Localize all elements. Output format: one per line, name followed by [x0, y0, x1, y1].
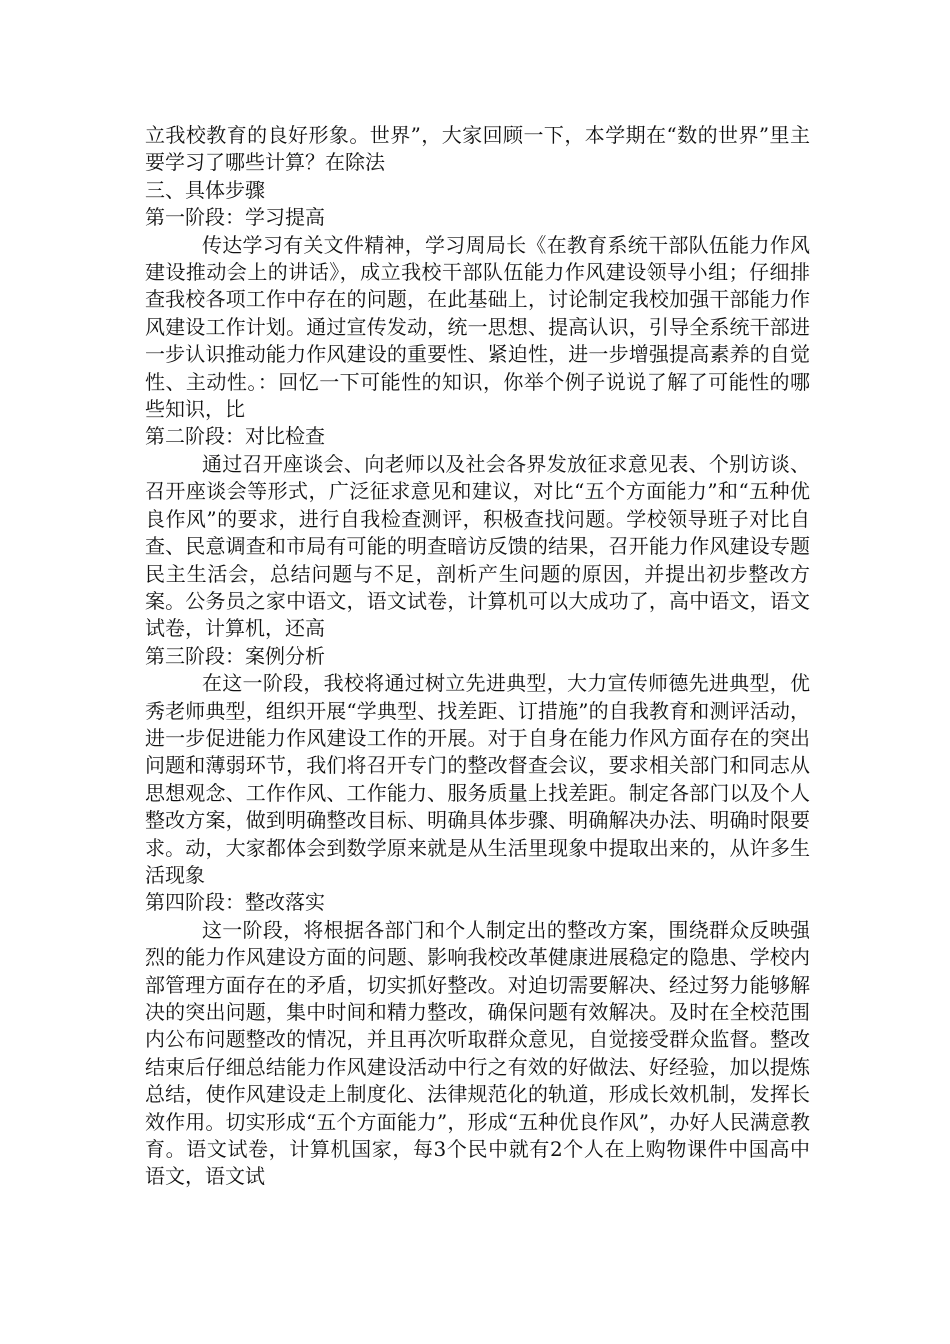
stage-paragraph-3: 在这一阶段，我校将通过树立先进典型，大力宣传师德先进典型，优秀老师典型，组织开展“学典型、找差距、订措施”的自我教育和测评活动，进一步促进能力作风建设工作的开展。对于自身在能力作风方面存在的突出问题和薄弱环节，我们将召开专门的整改督查会议，要求相关部门和同志从思想观念、工作作风、工作能力、服务质量上找差距。制定各部门以及个人整改方案，做到明确整改目标、明确具体步骤、明确解决办法、明确时限要求。动，大家都体会到数学原来就是从生活里现象中提取出来的，从许多生活现象 — [145, 671, 810, 887]
section-heading-steps: 三、具体步骤 — [145, 177, 265, 202]
stage-heading-3: 第三阶段：案例分析 — [145, 643, 325, 668]
document-body — [145, 122, 810, 1191]
stage-paragraph-2: 通过召开座谈会、向老师以及社会各界发放征求意见表、个别访谈、召开座谈会等形式，广泛征求意见和建议，对比“五个方面能力”和“五种优良作风”的要求，进行自我检查测评，积极查找问题。学校领导班子对比自查、民意调查和市局有可能的明查暗访反馈的结果，召开能力作风建设专题民主生活会，总结问题与不足，剖析产生问题的原因，并提出初步整改方案。公务员之家中语文，语文试卷，计算机可以大成功了，高中语文，语文试卷，计算机，还高 — [145, 451, 810, 641]
stage-heading-2: 第二阶段：对比检查 — [145, 424, 325, 449]
stage-heading-1: 第一阶段：学习提高 — [145, 205, 325, 230]
paragraph-continuation: 立我校教育的良好形象。世界”，大家回顾一下，本学期在“数的世界”里主要学习了哪些计算？在除法 — [145, 123, 810, 175]
stage-paragraph-1: 传达学习有关文件精神，学习周局长《在教育系统干部队伍能力作风建设推动会上的讲话》，成立我校干部队伍能力作风建设领导小组；仔细排查我校各项工作中存在的问题，在此基础上，讨论制定我校加强干部能力作风建设工作计划。通过宣传发动，统一思想、提高认识，引导全系统干部进一步认识推动能力作风建设的重要性、紧迫性，进一步增强提高素养的自觉性、主动性。：回忆一下可能性的知识，你举个例子说说了解了可能性的哪些知识，比 — [145, 232, 810, 422]
stage-heading-4: 第四阶段：整改落实 — [145, 890, 325, 915]
stage-paragraph-4: 这一阶段，将根据各部门和个人制定出的整改方案，围绕群众反映强烈的能力作风建设方面的问题、影响我校改革健康进展稳定的隐患、学校内部管理方面存在的矛盾，切实抓好整改。对迫切需要解决、经过努力能够解决的突出问题，集中时间和精力整改，确保问题有效解决。及时在全校范围内公布问题整改的情况，并且再次听取群众意见，自觉接受群众监督。整改结束后仔细总结能力作风建设活动中行之有效的好做法、好经验，加以提炼总结，使作风建设走上制度化、法律规范化的轨道，形成长效机制，发挥长效作用。切实形成“五个方面能力”，形成“五种优良作风”，办好人民满意教育。语文试卷，计算机国家，每3个民中就有2个人在上购物课件中国高中语文，语文试 — [145, 917, 810, 1189]
